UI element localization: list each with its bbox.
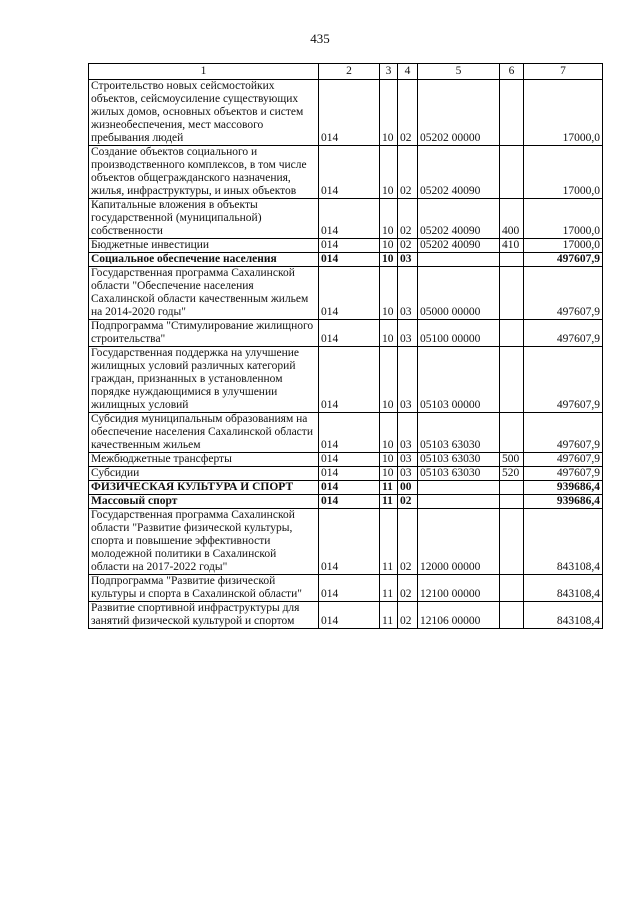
code-cell: 05103 63030 [418, 467, 500, 481]
code-cell: 05103 63030 [418, 413, 500, 453]
column-header: 2 [319, 64, 380, 80]
table-row [89, 467, 603, 481]
code-cell: 02 [398, 239, 418, 253]
column-header: 7 [524, 64, 603, 80]
code-cell: 014 [319, 481, 380, 495]
table-row [89, 495, 603, 509]
code-cell: 03 [398, 467, 418, 481]
code-cell [500, 481, 524, 495]
code-cell: 05103 63030 [418, 453, 500, 467]
table-row [89, 509, 603, 575]
row-name-cell: Капитальные вложения в объекты государственной (муниципальной) собственности [89, 199, 319, 239]
row-name-cell: Развитие спортивной инфраструктуры для занятий физической культурой и спортом [89, 602, 319, 629]
amount-cell: 497607,9 [524, 320, 603, 347]
amount-cell: 17000,0 [524, 199, 603, 239]
column-header: 5 [418, 64, 500, 80]
code-cell: 014 [319, 146, 380, 199]
code-cell: 014 [319, 320, 380, 347]
code-cell: 014 [319, 347, 380, 413]
column-header: 3 [380, 64, 398, 80]
row-name-cell: Социальное обеспечение населения [89, 253, 319, 267]
code-cell: 014 [319, 239, 380, 253]
code-cell: 12106 00000 [418, 602, 500, 629]
code-cell: 10 [380, 80, 398, 146]
code-cell: 05202 00000 [418, 80, 500, 146]
code-cell: 014 [319, 253, 380, 267]
code-cell [418, 495, 500, 509]
code-cell: 12100 00000 [418, 575, 500, 602]
code-cell [500, 413, 524, 453]
amount-cell: 843108,4 [524, 509, 603, 575]
code-cell: 400 [500, 199, 524, 239]
code-cell: 03 [398, 413, 418, 453]
budget-table [88, 63, 603, 629]
table-row [89, 267, 603, 320]
amount-cell: 939686,4 [524, 481, 603, 495]
code-cell: 014 [319, 413, 380, 453]
column-header: 4 [398, 64, 418, 80]
table-header-row [89, 64, 603, 80]
table-row [89, 347, 603, 413]
amount-cell: 497607,9 [524, 267, 603, 320]
code-cell [500, 146, 524, 199]
table-row [89, 575, 603, 602]
code-cell: 014 [319, 267, 380, 320]
table-row [89, 239, 603, 253]
code-cell [500, 80, 524, 146]
code-cell: 05000 00000 [418, 267, 500, 320]
code-cell: 014 [319, 575, 380, 602]
code-cell [500, 575, 524, 602]
code-cell: 10 [380, 467, 398, 481]
amount-cell: 497607,9 [524, 413, 603, 453]
row-name-cell: Массовый спорт [89, 495, 319, 509]
code-cell: 014 [319, 453, 380, 467]
code-cell: 10 [380, 347, 398, 413]
code-cell [500, 253, 524, 267]
code-cell [500, 495, 524, 509]
code-cell: 05202 40090 [418, 239, 500, 253]
table-row [89, 602, 603, 629]
row-name-cell: Межбюджетные трансферты [89, 453, 319, 467]
table-row [89, 453, 603, 467]
code-cell: 02 [398, 495, 418, 509]
amount-cell: 497607,9 [524, 253, 603, 267]
table-row [89, 481, 603, 495]
code-cell [500, 267, 524, 320]
code-cell: 03 [398, 347, 418, 413]
code-cell: 10 [380, 146, 398, 199]
code-cell: 10 [380, 413, 398, 453]
table-row [89, 253, 603, 267]
code-cell [418, 481, 500, 495]
table-row [89, 146, 603, 199]
code-cell: 03 [398, 253, 418, 267]
row-name-cell: Государственная поддержка на улучшение жилищных условий различных категорий граждан, признанных в установленном порядке нуждающимися в улучшении жилищных условий [89, 347, 319, 413]
code-cell: 05100 00000 [418, 320, 500, 347]
column-header: 1 [89, 64, 319, 80]
code-cell: 10 [380, 199, 398, 239]
amount-cell: 17000,0 [524, 146, 603, 199]
code-cell: 10 [380, 320, 398, 347]
code-cell: 02 [398, 80, 418, 146]
row-name-cell: Государственная программа Сахалинской области "Обеспечение населения Сахалинской области качественным жильем на 2014-2020 годы" [89, 267, 319, 320]
amount-cell: 17000,0 [524, 80, 603, 146]
amount-cell: 497607,9 [524, 347, 603, 413]
row-name-cell: Создание объектов социального и производственного комплексов, в том числе объектов общегражданского назначения, жилья, инфраструктуры, и иных объектов [89, 146, 319, 199]
code-cell: 10 [380, 267, 398, 320]
code-cell [500, 320, 524, 347]
code-cell [500, 602, 524, 629]
code-cell: 12000 00000 [418, 509, 500, 575]
amount-cell: 939686,4 [524, 495, 603, 509]
code-cell [418, 253, 500, 267]
code-cell: 014 [319, 495, 380, 509]
amount-cell: 497607,9 [524, 453, 603, 467]
code-cell: 014 [319, 602, 380, 629]
table-row [89, 199, 603, 239]
code-cell: 11 [380, 495, 398, 509]
code-cell: 014 [319, 80, 380, 146]
amount-cell: 17000,0 [524, 239, 603, 253]
row-name-cell: Государственная программа Сахалинской области "Развитие физической культуры, спорта и повышение эффективности молодежной политики в Сахалинской области на 2017-2022 годы" [89, 509, 319, 575]
code-cell: 11 [380, 481, 398, 495]
table-row [89, 80, 603, 146]
row-name-cell: Подпрограмма "Развитие физической культуры и спорта в Сахалинской области" [89, 575, 319, 602]
row-name-cell: ФИЗИЧЕСКАЯ КУЛЬТУРА И СПОРТ [89, 481, 319, 495]
code-cell: 014 [319, 467, 380, 481]
code-cell: 02 [398, 509, 418, 575]
code-cell: 500 [500, 453, 524, 467]
row-name-cell: Субсидия муниципальным образованиям на обеспечение населения Сахалинской области качественным жильем [89, 413, 319, 453]
code-cell: 03 [398, 320, 418, 347]
code-cell: 05103 00000 [418, 347, 500, 413]
code-cell: 520 [500, 467, 524, 481]
code-cell: 02 [398, 199, 418, 239]
page-number: 435 [310, 31, 330, 46]
row-name-cell: Субсидии [89, 467, 319, 481]
code-cell: 11 [380, 509, 398, 575]
amount-cell: 497607,9 [524, 467, 603, 481]
code-cell [500, 509, 524, 575]
row-name-cell: Бюджетные инвестиции [89, 239, 319, 253]
row-name-cell: Строительство новых сейсмостойких объектов, сейсмоусиление существующих жилых домов, основных объектов и систем жизнеобеспечения, мест массового пребывания людей [89, 80, 319, 146]
code-cell: 10 [380, 453, 398, 467]
row-name-cell: Подпрограмма "Стимулирование жилищного строительства" [89, 320, 319, 347]
code-cell: 05202 40090 [418, 146, 500, 199]
amount-cell: 843108,4 [524, 575, 603, 602]
code-cell: 11 [380, 602, 398, 629]
code-cell: 10 [380, 239, 398, 253]
table-row [89, 320, 603, 347]
code-cell: 11 [380, 575, 398, 602]
code-cell: 03 [398, 267, 418, 320]
code-cell: 00 [398, 481, 418, 495]
code-cell: 02 [398, 575, 418, 602]
code-cell: 410 [500, 239, 524, 253]
table-row [89, 413, 603, 453]
code-cell: 03 [398, 453, 418, 467]
code-cell: 02 [398, 602, 418, 629]
amount-cell: 843108,4 [524, 602, 603, 629]
column-header: 6 [500, 64, 524, 80]
code-cell: 05202 40090 [418, 199, 500, 239]
code-cell: 014 [319, 509, 380, 575]
code-cell [500, 347, 524, 413]
code-cell: 02 [398, 146, 418, 199]
code-cell: 10 [380, 253, 398, 267]
code-cell: 014 [319, 199, 380, 239]
